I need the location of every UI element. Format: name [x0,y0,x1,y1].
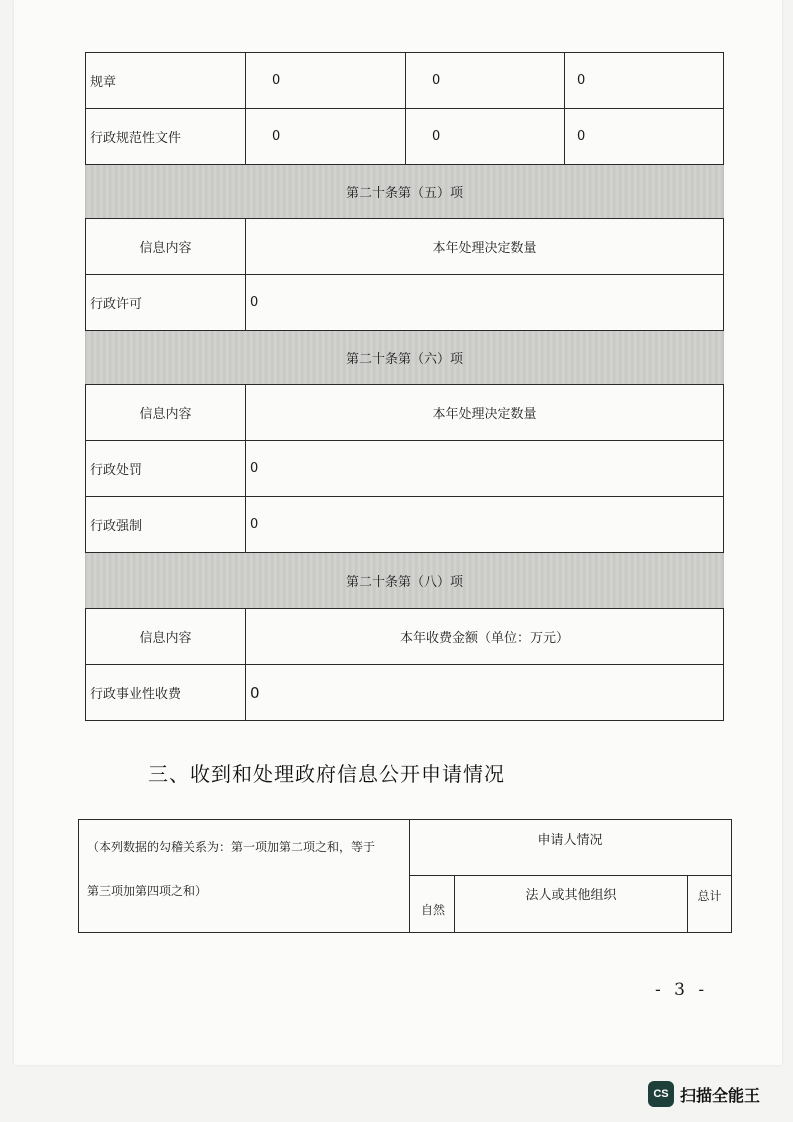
scanner-watermark [648,1080,760,1108]
section-title: 第二十条第（五）项 [86,165,724,219]
cell-value: 0 [565,53,724,109]
application-table [78,819,732,933]
row-label: 规章 [86,53,246,109]
column-header-value: 本年处理决定数量 [246,219,724,275]
row-label: 行政事业性收费 [86,665,246,721]
column-header-label: 信息内容 [86,609,246,665]
column-header-legal: 法人或其他组织 [455,876,688,932]
table-row [86,665,724,721]
section-title: 第二十条第（八）项 [86,553,724,609]
table-row [86,441,724,497]
camscanner-logo-icon: CS [648,1081,674,1107]
column-header-natural [409,876,455,932]
row-label: 行政强制 [86,497,246,553]
row-label: 行政规范性文件 [86,109,246,165]
table-row [86,275,724,331]
cell-value: 0 [246,441,724,497]
column-header-label: 信息内容 [86,219,246,275]
table-header-row [86,609,724,665]
disclosure-table [85,52,724,721]
table-row [86,53,724,109]
table-header-row [86,385,724,441]
table-header-row [86,219,724,275]
note-line: （本列数据的勾稽关系为：第一项加第二项之和，等于 [87,840,376,854]
section-header-row [86,331,724,385]
column-header-total: 总计 [697,889,722,903]
column-header-label: 信息内容 [86,385,246,441]
section-header-row [86,553,724,609]
column-header-value: 本年收费金额（单位：万元） [246,609,724,665]
row-label: 行政许可 [86,275,246,331]
cell-value: 0 [565,109,724,165]
cell-value: 0 [246,275,724,331]
note-cell [79,820,410,932]
applicant-group-header: 申请人情况 [409,820,731,876]
section-title: 第二十条第（六）项 [86,331,724,385]
cell-value: 0 [246,53,406,109]
cell-value: 0 [246,665,724,721]
column-header-natural-label: 自然 [421,903,446,917]
table-row [86,497,724,553]
page-number: - 3 - [655,980,709,1000]
column-header-value: 本年处理决定数量 [246,385,724,441]
cell-value: 0 [246,109,406,165]
note-line: 第三项加第四项之和） [87,884,208,898]
table-row [86,109,724,165]
section-heading: 三、收到和处理政府信息公开申请情况 [148,762,505,786]
cell-value: 0 [406,109,565,165]
cell-value: 0 [406,53,565,109]
section-header-row [86,165,724,219]
row-label: 行政处罚 [86,441,246,497]
watermark-text: 扫描全能王 [680,1085,761,1105]
cell-value: 0 [246,497,724,553]
